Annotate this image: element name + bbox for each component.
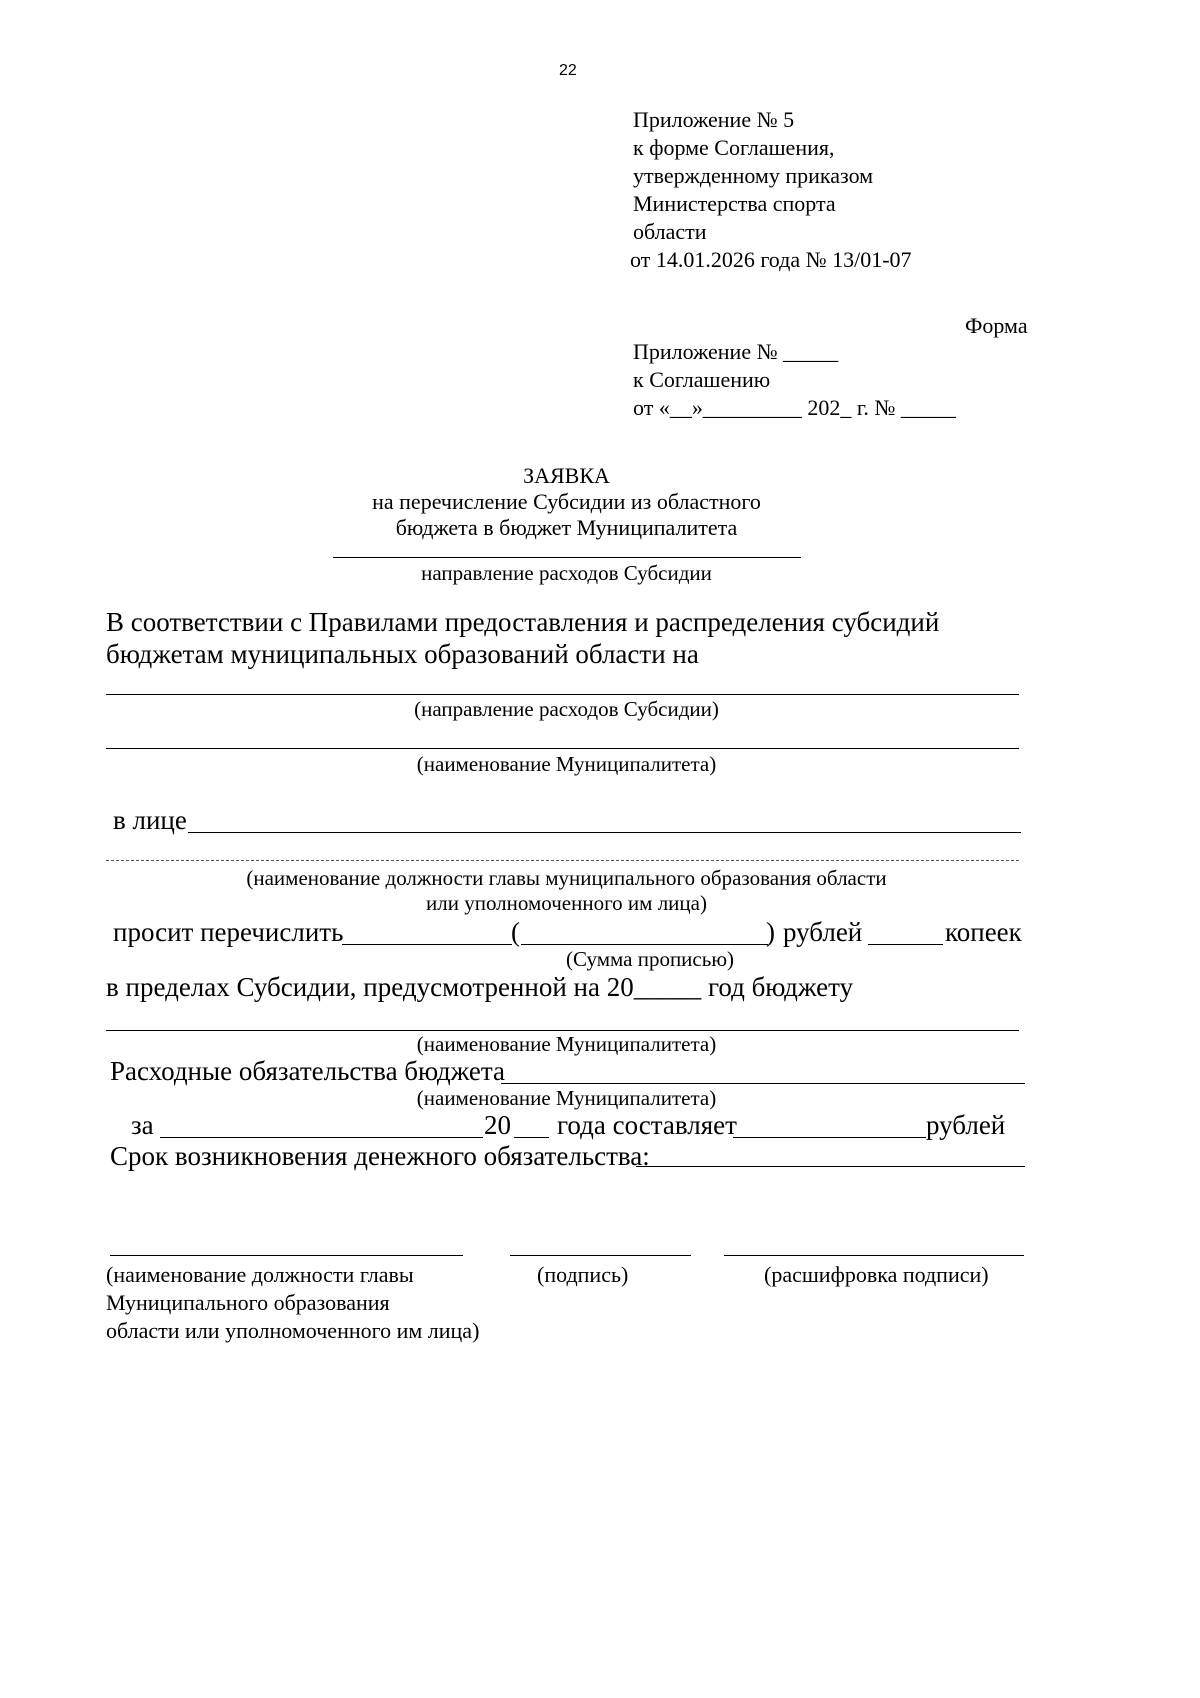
year-prefix: 20 <box>484 1110 511 1140</box>
sum-caption: (Сумма прописью) <box>566 947 734 971</box>
appendix-block <box>630 106 1053 274</box>
direction-caption-2: (направление расходов Субсидии) <box>414 697 719 721</box>
document-subtitle: на перечисление Субсидии из областного <box>372 489 761 514</box>
page-number: 22 <box>559 62 577 79</box>
decoding-line <box>724 1255 1024 1256</box>
rubles-end-label: рублей <box>926 1110 1006 1140</box>
budget-obligations-label: Расходные обязательства бюджета <box>110 1056 505 1086</box>
position-signature-line <box>110 1255 463 1256</box>
municipality-caption-2: (наименование Муниципалитета) <box>416 1032 717 1056</box>
form-label: Форма <box>965 313 1028 338</box>
asks-transfer-label: просит перечислить <box>113 917 344 947</box>
direction-caption: направление расходов Субсидии <box>421 561 712 585</box>
position-caption-line: области или уполномоченного им лица) <box>106 1318 480 1343</box>
budget-obligations-line <box>501 1083 1025 1084</box>
head-position-line <box>106 860 1019 861</box>
head-caption: или уполномоченного им лица) <box>426 891 707 915</box>
position-caption-line: Муниципального образования <box>106 1290 390 1315</box>
intro-line: В соответствии с Правилами предоставления и распределения субсидий <box>106 607 940 637</box>
year-line <box>514 1137 549 1138</box>
amount-words-line <box>521 944 768 945</box>
agreement-appendix-line: от «__»_________ 202_ г. № _____ <box>633 395 956 420</box>
position-caption-block <box>106 1261 479 1345</box>
head-caption: (наименование должности главы муниципального образования области <box>246 866 887 890</box>
appendix-line: Министерства спорта <box>633 191 836 216</box>
appendix-line: утвержденному приказом <box>633 163 874 188</box>
municipality-caption-3: (наименование Муниципалитета) <box>416 1086 717 1110</box>
in-person-label: в лице <box>113 805 187 835</box>
municipality-line-2 <box>106 1030 1019 1031</box>
document-title: ЗАЯВКА <box>523 463 610 488</box>
municipality-line <box>106 748 1019 749</box>
period-line <box>160 1137 483 1138</box>
appendix-line: к форме Соглашения, <box>633 135 835 160</box>
amount-digits-line <box>342 944 512 945</box>
amounts-to-label: года составляет <box>557 1110 737 1140</box>
deadline-label: Срок возникновения денежного обязательства: <box>110 1141 650 1171</box>
obligation-amount-line <box>733 1137 926 1138</box>
within-subsidy-text: в пределах Субсидии, предусмотренной на 20_____ год бюджету <box>106 972 854 1002</box>
signature-caption: (подпись) <box>537 1262 629 1287</box>
decoding-caption: (расшифровка подписи) <box>764 1262 989 1287</box>
direction-blank-line <box>333 557 801 558</box>
agreement-appendix-line: к Соглашению <box>633 367 771 392</box>
appendix-line: области <box>633 219 707 244</box>
appendix-line: от 14.01.2026 года № 13/01-07 <box>630 247 912 272</box>
position-caption-line: (наименование должности главы <box>106 1262 414 1287</box>
agreement-appendix-line: Приложение № _____ <box>633 339 839 364</box>
close-paren: ) <box>766 917 775 947</box>
for-label: за <box>131 1110 154 1140</box>
document-subtitle: бюджета в бюджет Муниципалитета <box>395 515 738 540</box>
kopecks-label: копеек <box>945 917 1022 947</box>
deadline-line <box>636 1166 1025 1167</box>
intro-line: бюджетам муниципальных образований области на <box>106 639 699 669</box>
rubles-label: рублей <box>783 917 863 947</box>
signature-line <box>510 1255 691 1256</box>
agreement-appendix-block <box>633 338 956 422</box>
in-person-line <box>188 832 1021 833</box>
open-paren: ( <box>511 917 520 947</box>
appendix-line: Приложение № 5 <box>633 107 795 132</box>
direction-line <box>106 694 1019 695</box>
kopecks-line <box>868 944 943 945</box>
municipality-caption: (наименование Муниципалитета) <box>416 752 717 776</box>
